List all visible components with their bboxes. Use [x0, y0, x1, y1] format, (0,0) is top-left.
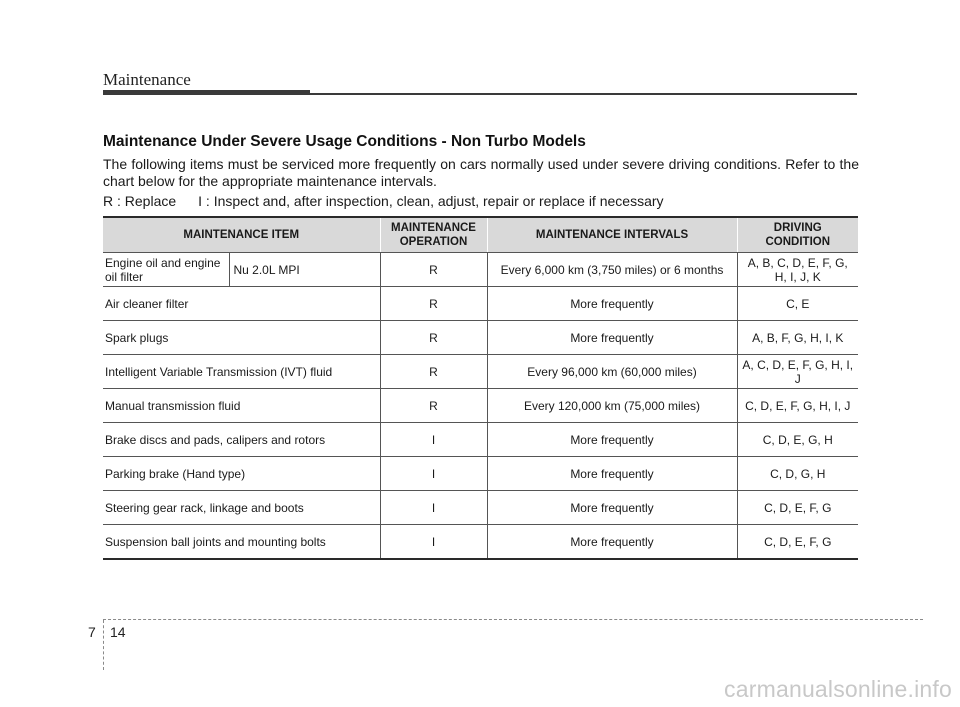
header-maintenance-intervals: MAINTENANCE INTERVALS [487, 217, 737, 253]
row-condition: C, D, G, H [737, 457, 858, 491]
row-condition: A, C, D, E, F, G, H, I, J [737, 355, 858, 389]
legend-replace: R : Replace [103, 193, 177, 209]
row-operation: R [380, 321, 487, 355]
row-operation: I [380, 423, 487, 457]
section-heading: Maintenance Under Severe Usage Conditions - Non Turbo Models [103, 133, 586, 150]
row-condition: A, B, C, D, E, F, G, H, I, J, K [737, 253, 858, 287]
row-interval: More frequently [487, 423, 737, 457]
row-interval: More frequently [487, 287, 737, 321]
header-maintenance-operation: MAINTENANCE OPERATION [380, 217, 487, 253]
running-header-title: Maintenance [103, 70, 191, 89]
row-interval: More frequently [487, 457, 737, 491]
row-operation: R [380, 287, 487, 321]
table-row [103, 355, 858, 389]
row-item: Parking brake (Hand type) [103, 457, 380, 491]
row-interval: Every 96,000 km (60,000 miles) [487, 355, 737, 389]
table-row [103, 287, 858, 321]
legend-inspect: I : Inspect and, after inspection, clean, adjust, repair or replace if necessary [198, 193, 664, 209]
table-row [103, 525, 858, 560]
row-interval: Every 6,000 km (3,750 miles) or 6 months [487, 253, 737, 287]
row-item: Suspension ball joints and mounting bolts [103, 525, 380, 560]
row-item: Manual transmission fluid [103, 389, 380, 423]
watermark-text: carmanualsonline.info [724, 676, 952, 702]
row-condition: C, D, E, F, G [737, 491, 858, 525]
row-interval: More frequently [487, 525, 737, 560]
row-condition: C, D, E, F, G [737, 525, 858, 560]
row-operation: R [380, 389, 487, 423]
table-row [103, 321, 858, 355]
table-row [103, 423, 858, 457]
row-item: Air cleaner filter [103, 287, 380, 321]
row-operation: I [380, 525, 487, 560]
table-row [103, 491, 858, 525]
row-condition: C, D, E, F, G, H, I, J [737, 389, 858, 423]
table-row [103, 253, 858, 287]
header-rule-thin [310, 93, 857, 95]
legend [103, 193, 664, 209]
footer-divider [103, 620, 104, 670]
row-operation: I [380, 457, 487, 491]
table-header-row [103, 217, 858, 253]
page-number: 14 [110, 624, 126, 640]
row-condition: C, E [737, 287, 858, 321]
page-chapter-number: 7 [88, 624, 96, 640]
row-item: Brake discs and pads, calipers and rotors [103, 423, 380, 457]
header-rule-thick [103, 90, 310, 95]
row-condition: C, D, E, G, H [737, 423, 858, 457]
footer-rule [103, 619, 923, 620]
row-condition: A, B, F, G, H, I, K [737, 321, 858, 355]
intro-paragraph: The following items must be serviced more frequently on cars normally used under severe driving conditions. Refer to the chart below for the appropriate maintenance intervals. [103, 156, 859, 189]
row-interval: More frequently [487, 321, 737, 355]
row-item: Steering gear rack, linkage and boots [103, 491, 380, 525]
table-row [103, 457, 858, 491]
row-interval: More frequently [487, 491, 737, 525]
row-operation: I [380, 491, 487, 525]
row-operation: R [380, 253, 487, 287]
header-maintenance-item: MAINTENANCE ITEM [103, 217, 380, 253]
row-item: Spark plugs [103, 321, 380, 355]
header-driving-condition: DRIVING CONDITION [737, 217, 858, 253]
row-engine-variant: Nu 2.0L MPI [229, 253, 380, 287]
row-operation: R [380, 355, 487, 389]
maintenance-table [103, 216, 858, 560]
row-item: Intelligent Variable Transmission (IVT) fluid [103, 355, 380, 389]
row-interval: Every 120,000 km (75,000 miles) [487, 389, 737, 423]
table-row [103, 389, 858, 423]
row-item: Engine oil and engine oil filter [103, 253, 229, 287]
